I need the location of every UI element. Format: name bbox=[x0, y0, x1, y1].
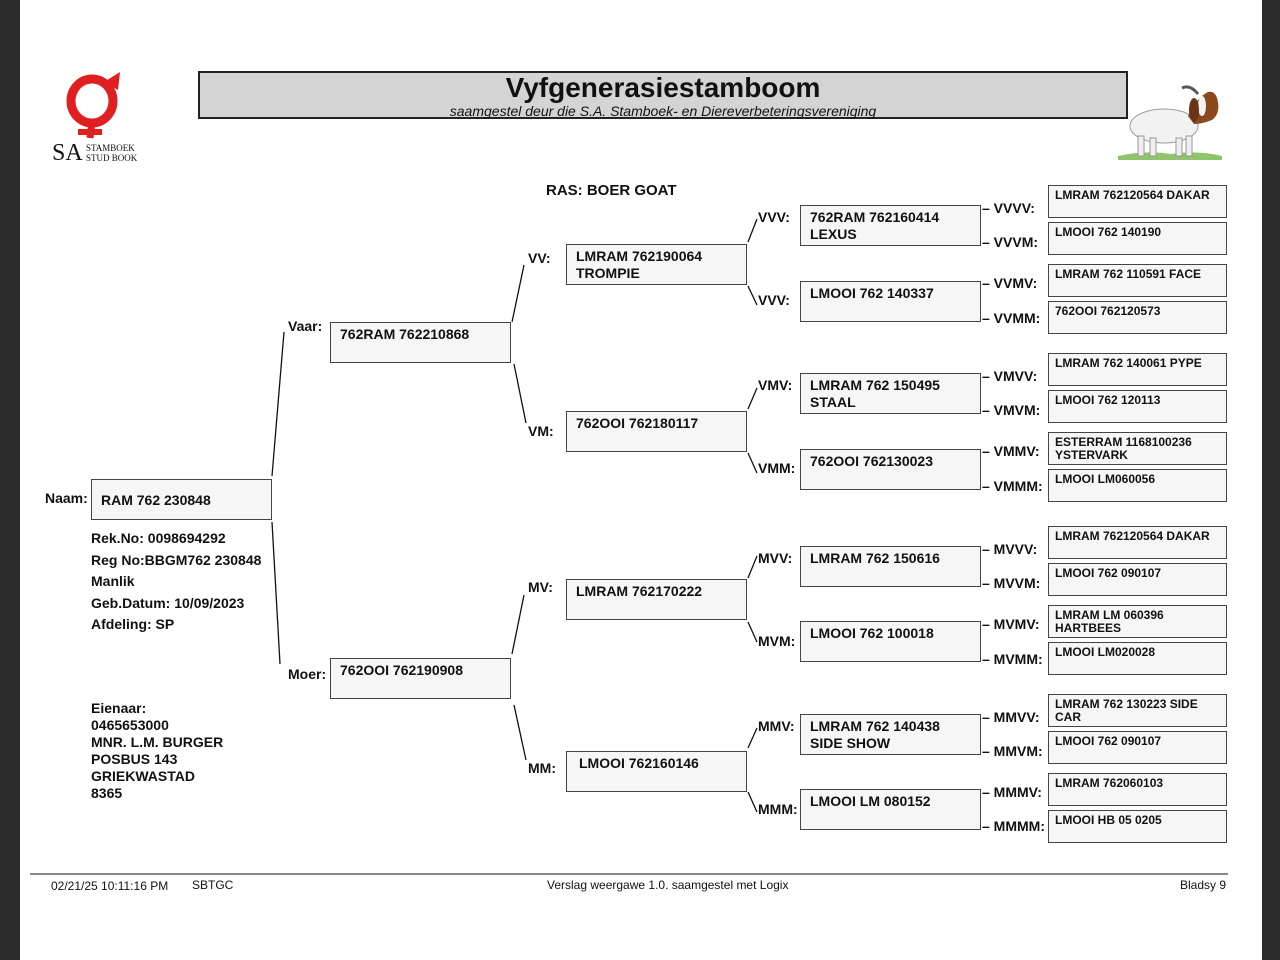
gen3-label-8: MMM: bbox=[758, 801, 798, 817]
footer-page-number: Bladsy 9 bbox=[1180, 878, 1227, 892]
gen2-label-vm: VM: bbox=[528, 423, 554, 439]
gen3-label-1: VVV: bbox=[758, 209, 790, 225]
logo-line-2: STUD BOOK bbox=[86, 153, 138, 163]
gen4-box-7: ESTERRAM 1168100236 YSTERVARK bbox=[1048, 432, 1227, 465]
gen4-box-4: 762OOI 762120573 bbox=[1048, 301, 1227, 334]
gen3-box-4: 762OOI 762130023 bbox=[800, 449, 981, 490]
gen3-box-7: LMRAM 762 140438 SIDE SHOW bbox=[800, 714, 981, 755]
gen4-box-6: LMOOI 762 120113 bbox=[1048, 390, 1227, 423]
footer-timestamp: 02/21/25 10:11:16 PM bbox=[51, 879, 169, 893]
gen3-label-5: MVV: bbox=[758, 550, 793, 566]
gen2-box-vv: LMRAM 762190064 TROMPIE bbox=[566, 244, 747, 285]
gen4-label-10: – MVVM: bbox=[982, 575, 1041, 591]
gen3-box-2: LMOOI 762 140337 bbox=[800, 281, 981, 322]
gen4-box-14: LMOOI 762 090107 bbox=[1048, 731, 1227, 764]
gen4-label-3: – VVMV: bbox=[982, 275, 1038, 291]
gen4-label-4: – VVMM: bbox=[982, 310, 1041, 326]
gen4-label-6: – VMVM: bbox=[982, 402, 1041, 418]
gen4-label-1: – VVVV: bbox=[982, 200, 1035, 216]
pedigree-page bbox=[20, 0, 1262, 960]
gen3-label-4: VMM: bbox=[758, 460, 796, 476]
logo-line-1: STAMBOEK bbox=[86, 143, 135, 153]
gen3-label-7: MMV: bbox=[758, 718, 795, 734]
subject-label: Naam: bbox=[45, 490, 88, 506]
logo-sa-text: SA bbox=[52, 140, 83, 166]
gen4-label-9: – MVVV: bbox=[982, 541, 1038, 557]
section: Afdeling: SP bbox=[91, 616, 175, 632]
gen4-label-8: – VMMM: bbox=[982, 478, 1043, 494]
gen3-box-1: 762RAM 762160414 LEXUS bbox=[800, 205, 981, 246]
gen2-label-mv: MV: bbox=[528, 579, 553, 595]
registration-account-number: Rek.No: 0098694292 bbox=[91, 530, 226, 546]
footer-code: SBTGC bbox=[192, 878, 234, 892]
owner-address-line-1: POSBUS 143 bbox=[91, 751, 178, 767]
page-title: Vyfgenerasiestamboom bbox=[505, 72, 821, 103]
gen4-box-12: LMOOI LM020028 bbox=[1048, 642, 1227, 675]
gen4-label-11: – MVMV: bbox=[982, 616, 1040, 632]
gen4-label-13: – MMVV: bbox=[982, 709, 1040, 725]
gen3-box-5: LMRAM 762 150616 bbox=[800, 546, 981, 587]
owner-address-line-2: GRIEKWASTAD bbox=[91, 768, 195, 784]
gen4-box-16: LMOOI HB 05 0205 bbox=[1048, 810, 1227, 843]
gen1-sire-label: Vaar: bbox=[288, 318, 323, 334]
gen4-box-15: LMRAM 762060103 bbox=[1048, 773, 1227, 806]
gen4-box-10: LMOOI 762 090107 bbox=[1048, 563, 1227, 596]
gen4-box-11: LMRAM LM 060396 HARTBEES bbox=[1048, 605, 1227, 638]
gen4-box-2: LMOOI 762 140190 bbox=[1048, 222, 1227, 255]
owner-postal-code: 8365 bbox=[91, 785, 123, 801]
owner-number: 0465653000 bbox=[91, 717, 169, 733]
owner-heading: Eienaar: bbox=[91, 700, 147, 716]
footer-report-version: Verslag weergawe 1.0. saamgestel met Logix bbox=[547, 878, 789, 892]
gen3-label-3: VMV: bbox=[758, 377, 793, 393]
gen3-box-3: LMRAM 762 150495 STAAL bbox=[800, 373, 981, 414]
gen3-label-2: VVV: bbox=[758, 292, 790, 308]
birth-date: Geb.Datum: 10/09/2023 bbox=[91, 594, 245, 611]
subject-details bbox=[91, 528, 261, 636]
registration-number: Reg No:BBGM762 230848 bbox=[91, 551, 262, 568]
gen2-box-mv: LMRAM 762170222 bbox=[566, 579, 747, 620]
gen2-label-vv: VV: bbox=[528, 250, 551, 266]
gen2-box-mm: LMOOI 762160146 bbox=[566, 751, 747, 792]
gen1-dam-box: 762OOI 762190908 bbox=[330, 658, 511, 699]
gen4-label-5: – VMVV: bbox=[982, 368, 1038, 384]
gen4-label-14: – MMVM: bbox=[982, 743, 1043, 759]
gen4-label-7: – VMMV: bbox=[982, 443, 1040, 459]
gen3-box-6: LMOOI 762 100018 bbox=[800, 621, 981, 662]
subject-name-box: RAM 762 230848 bbox=[91, 479, 272, 520]
owner-block bbox=[91, 700, 223, 802]
gen4-label-15: – MMMV: bbox=[982, 784, 1042, 800]
gen1-dam-label: Moer: bbox=[288, 666, 327, 682]
page-subtitle: saamgestel deur die S.A. Stamboek- en Diereverbeteringsvereniging bbox=[449, 103, 877, 119]
gen4-label-2: – VVVM: bbox=[982, 234, 1039, 250]
gen2-box-vm: 762OOI 762180117 bbox=[566, 411, 747, 452]
gen4-label-16: – MMMM: bbox=[982, 818, 1045, 834]
gen4-box-8: LMOOI LM060056 bbox=[1048, 469, 1227, 502]
gen4-box-5: LMRAM 762 140061 PYPE bbox=[1048, 353, 1227, 386]
gen3-box-8: LMOOI LM 080152 bbox=[800, 789, 981, 830]
owner-name: MNR. L.M. BURGER bbox=[91, 734, 224, 750]
gen4-label-12: – MVMM: bbox=[982, 651, 1043, 667]
gen1-sire-box: 762RAM 762210868 bbox=[330, 322, 511, 363]
gen4-box-3: LMRAM 762 110591 FACE bbox=[1048, 264, 1227, 297]
gen4-box-9: LMRAM 762120564 DAKAR bbox=[1048, 526, 1227, 559]
gen4-box-13: LMRAM 762 130223 SIDE CAR bbox=[1048, 694, 1227, 727]
gen3-label-6: MVM: bbox=[758, 633, 796, 649]
gen4-box-1: LMRAM 762120564 DAKAR bbox=[1048, 185, 1227, 218]
sex: Manlik bbox=[91, 573, 135, 589]
gen2-label-mm: MM: bbox=[528, 760, 556, 776]
breed-label: RAS: BOER GOAT bbox=[546, 182, 677, 199]
